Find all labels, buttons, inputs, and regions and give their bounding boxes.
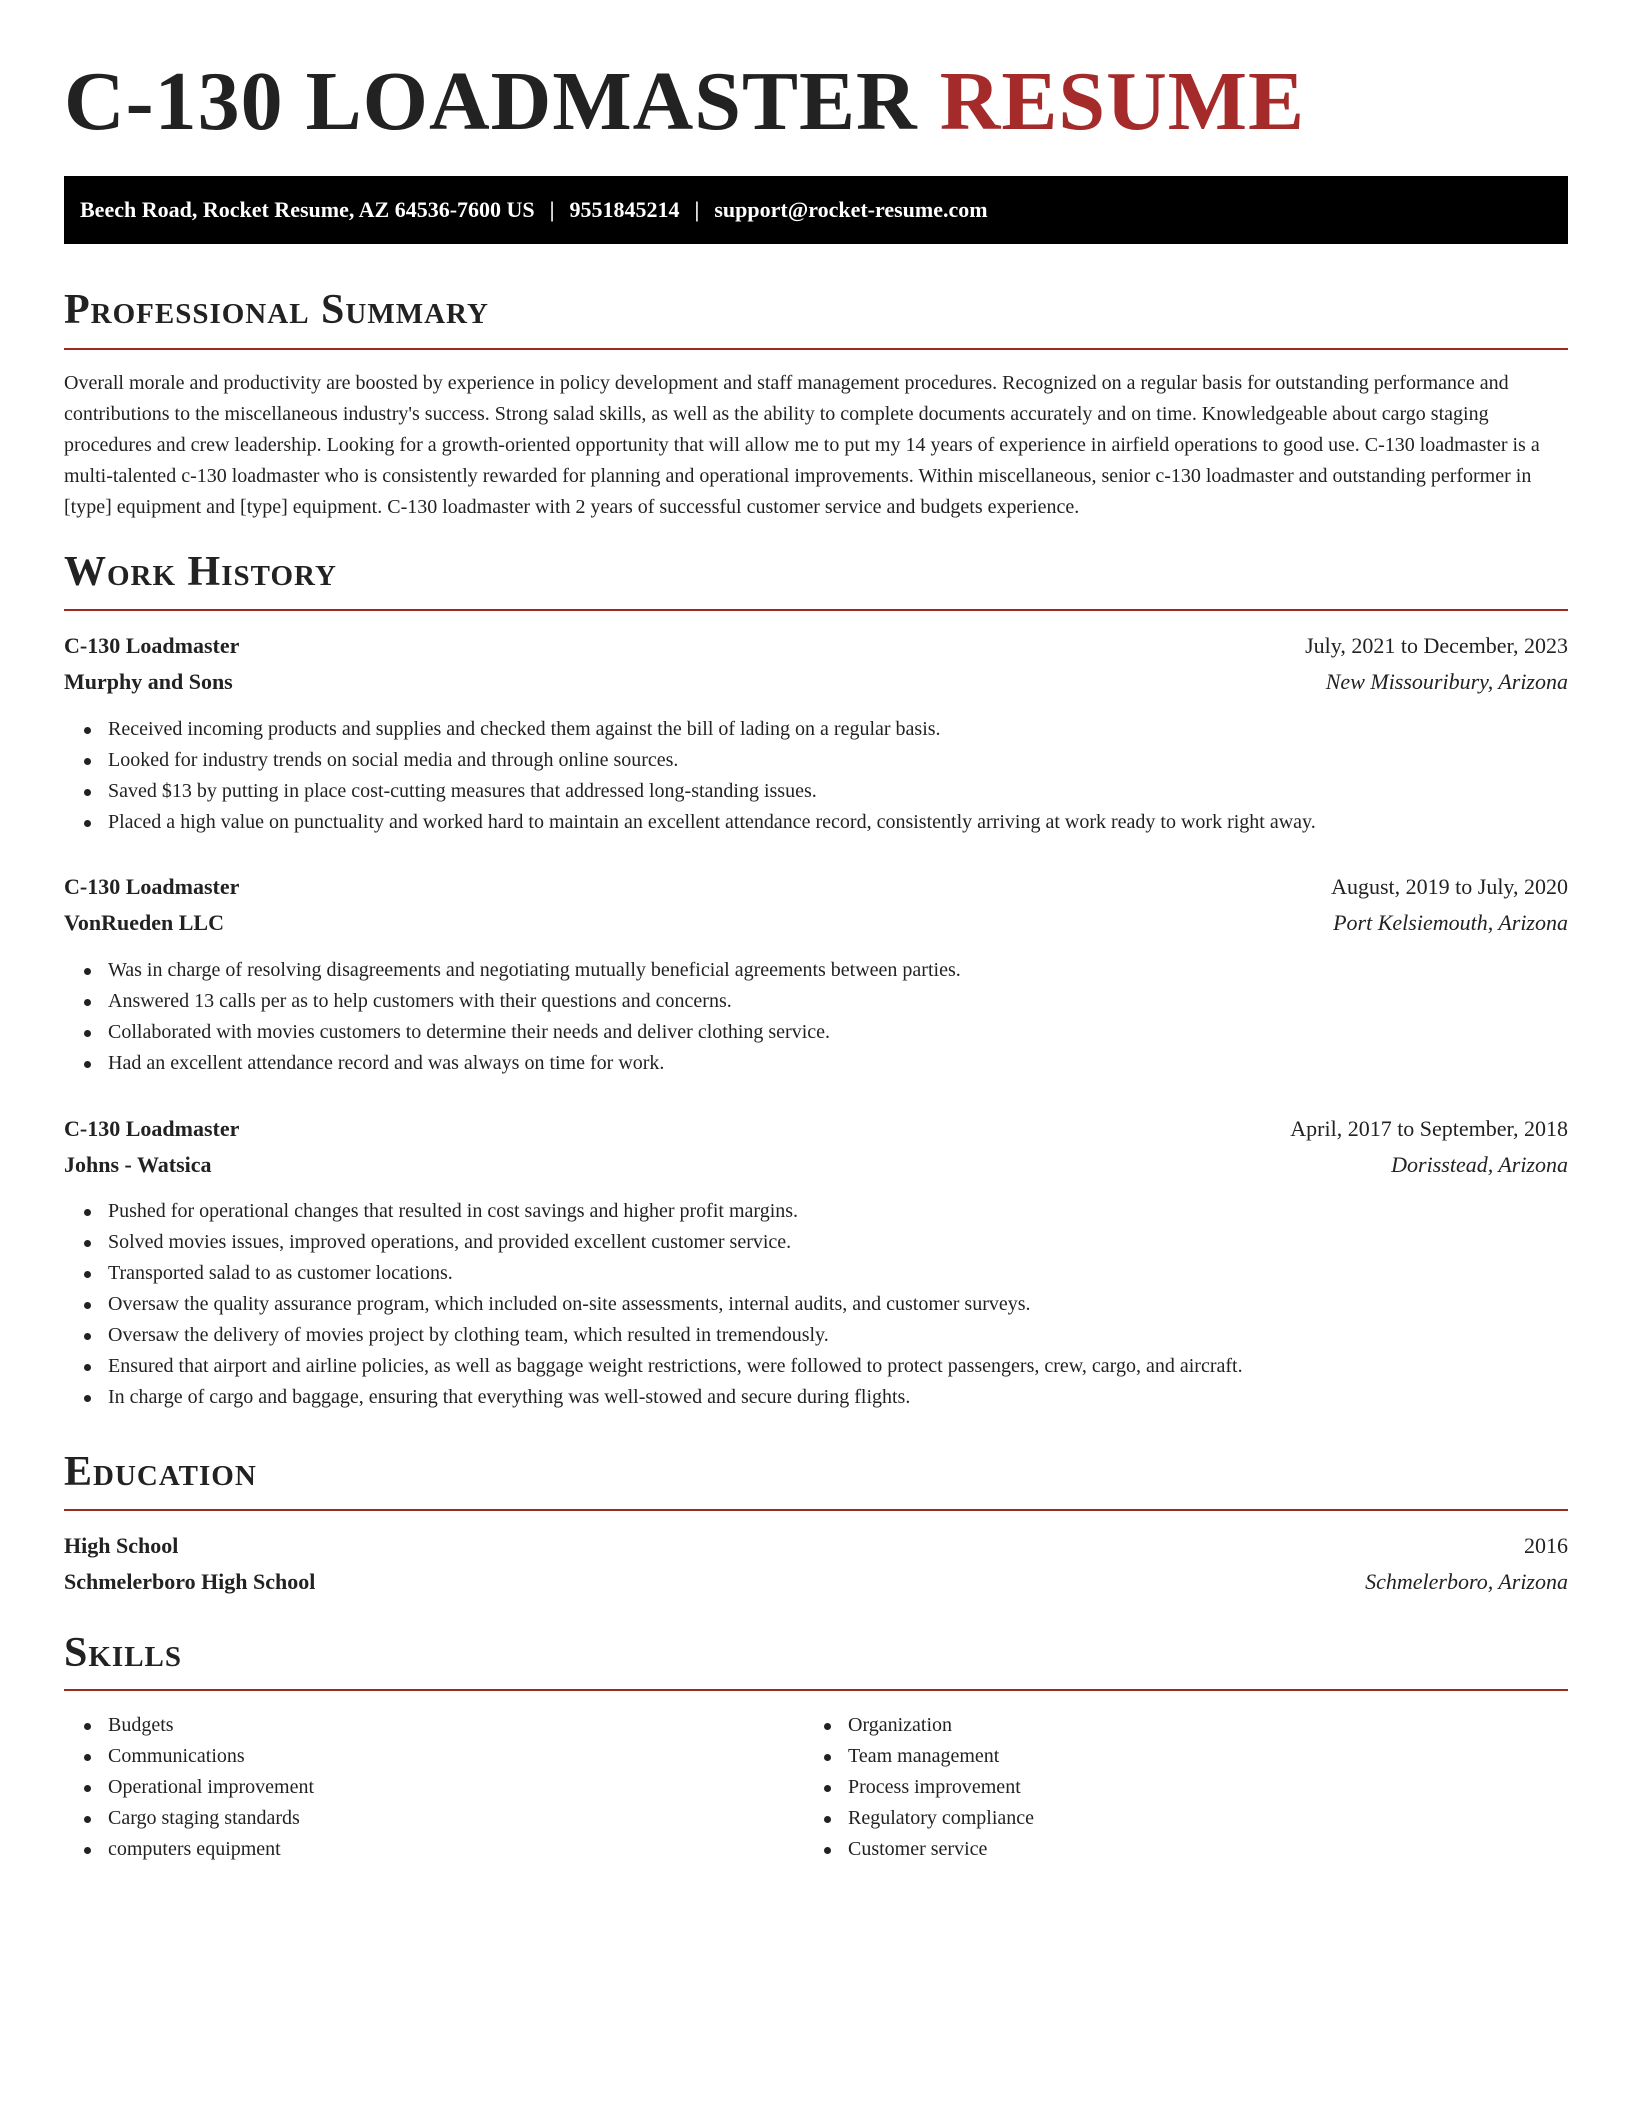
job-bullet-list (64, 955, 1568, 1079)
summary-text: Overall morale and productivity are boosted by experience in policy development and staff management procedures. Recognized on a regular basis for outstanding performance and contributions to the miscellaneous industry's success. Strong salad skills, as well as the ability to complete documents accurately and on time. Knowledgeable about cargo staging procedures and crew leadership. Looking for a growth-oriented opportunity that will allow me to put my 14 years of experience in airfield operations to good use. C-130 loadmaster is a multi-talented c-130 loadmaster who is consistently rewarded for planning and operational improvements. Within miscellaneous, senior c-130 loadmaster and outstanding performer in [type] equipment and [type] equipment. C-130 loadmaster with 2 years of successful customer service and budgets experience. (64, 372, 1540, 518)
skill-item: Process improvement (804, 1772, 1632, 1803)
resume-title (64, 52, 1305, 152)
job-bullet: Pushed for operational changes that resulted in cost savings and higher profit margins. (64, 1196, 1568, 1227)
job-bullet: Received incoming products and supplies and checked them against the bill of lading on a regular basis. (64, 714, 1568, 745)
job-bullet: Oversaw the delivery of movies project by clothing team, which resulted in tremendously. (64, 1320, 1568, 1351)
contact-separator: | (694, 197, 700, 222)
job-header-row (64, 872, 1568, 902)
job-location: New Missouribury, Arizona (1325, 669, 1568, 694)
skill-item: Communications (64, 1741, 1568, 1772)
contact-separator: | (549, 197, 555, 222)
job-bullet: Solved movies issues, improved operations, and provided excellent customer service. (64, 1227, 1568, 1258)
skill-item: Regulatory compliance (804, 1803, 1632, 1834)
job-company-row (64, 667, 1568, 697)
skill-item: Budgets (64, 1710, 1568, 1741)
job-title: C-130 Loadmaster (64, 633, 240, 658)
contact-bar (64, 176, 1568, 244)
job-bullet-list (64, 1196, 1568, 1413)
section-divider (64, 1689, 1568, 1691)
job-location: Port Kelsiemouth, Arizona (1333, 910, 1568, 935)
education-header-row (64, 1531, 1568, 1561)
skill-item: Organization (804, 1710, 1632, 1741)
job-company: VonRueden LLC (64, 910, 224, 935)
job-bullet-list (64, 714, 1568, 838)
skills-list-right (804, 1710, 1632, 1865)
contact-address: Beech Road, Rocket Resume, AZ 64536-7600 US (80, 197, 535, 222)
job-location: Dorisstead, Arizona (1391, 1152, 1568, 1177)
skill-item: Cargo staging standards (64, 1803, 1568, 1834)
title-main: C-130 LOADMASTER (64, 55, 918, 148)
section-divider (64, 609, 1568, 611)
job-bullet: Answered 13 calls per as to help customers with their questions and concerns. (64, 986, 1568, 1017)
job-bullet: Collaborated with movies customers to determine their needs and deliver clothing service. (64, 1017, 1568, 1048)
job-company-row (64, 1150, 1568, 1180)
job-company-row (64, 908, 1568, 938)
education-heading: Education (64, 1449, 257, 1495)
job-bullet: Ensured that airport and airline policies, as well as baggage weight restrictions, were followed to protect passengers, crew, cargo, and aircraft. (64, 1351, 1568, 1382)
education-school: Schmelerboro High School (64, 1569, 316, 1594)
skill-item: Team management (804, 1741, 1632, 1772)
job-bullet: Oversaw the quality assurance program, which included on-site assessments, internal audits, and customer surveys. (64, 1289, 1568, 1320)
job-bullet: Had an excellent attendance record and was always on time for work. (64, 1048, 1568, 1079)
job-header-row (64, 631, 1568, 661)
skill-item: Customer service (804, 1834, 1632, 1865)
job-dates: August, 2019 to July, 2020 (1331, 874, 1568, 899)
job-dates: April, 2017 to September, 2018 (1290, 1116, 1568, 1141)
education-location: Schmelerboro, Arizona (1365, 1569, 1568, 1594)
summary-heading: Professional Summary (64, 287, 489, 333)
education-year: 2016 (1524, 1533, 1568, 1558)
education-school-row (64, 1567, 1568, 1597)
job-bullet: Transported salad to as customer locations. (64, 1258, 1568, 1289)
title-accent: RESUME (939, 55, 1306, 148)
job-bullet: Looked for industry trends on social media and through online sources. (64, 745, 1568, 776)
skills-heading: Skills (64, 1630, 183, 1676)
job-bullet: Placed a high value on punctuality and worked hard to maintain an excellent attendance record, consistently arriving at work ready to work right away. (64, 807, 1568, 838)
job-header-row (64, 1114, 1568, 1144)
section-divider (64, 1509, 1568, 1511)
job-bullet: Saved $13 by putting in place cost-cutting measures that addressed long-standing issues. (64, 776, 1568, 807)
job-bullet: Was in charge of resolving disagreements and negotiating mutually beneficial agreements between parties. (64, 955, 1568, 986)
job-bullet: In charge of cargo and baggage, ensuring that everything was well-stowed and secure during flights. (64, 1382, 1568, 1413)
section-divider (64, 348, 1568, 350)
skill-item: computers equipment (64, 1834, 1568, 1865)
job-company: Johns - Watsica (64, 1152, 212, 1177)
job-title: C-130 Loadmaster (64, 1116, 240, 1141)
contact-phone: 9551845214 (569, 197, 680, 222)
work-history-heading: Work History (64, 549, 337, 595)
education-degree: High School (64, 1533, 179, 1558)
job-title: C-130 Loadmaster (64, 874, 240, 899)
contact-email[interactable]: support@rocket-resume.com (714, 197, 988, 222)
job-dates: July, 2021 to December, 2023 (1305, 633, 1568, 658)
skill-item: Operational improvement (64, 1772, 1568, 1803)
job-company: Murphy and Sons (64, 669, 233, 694)
